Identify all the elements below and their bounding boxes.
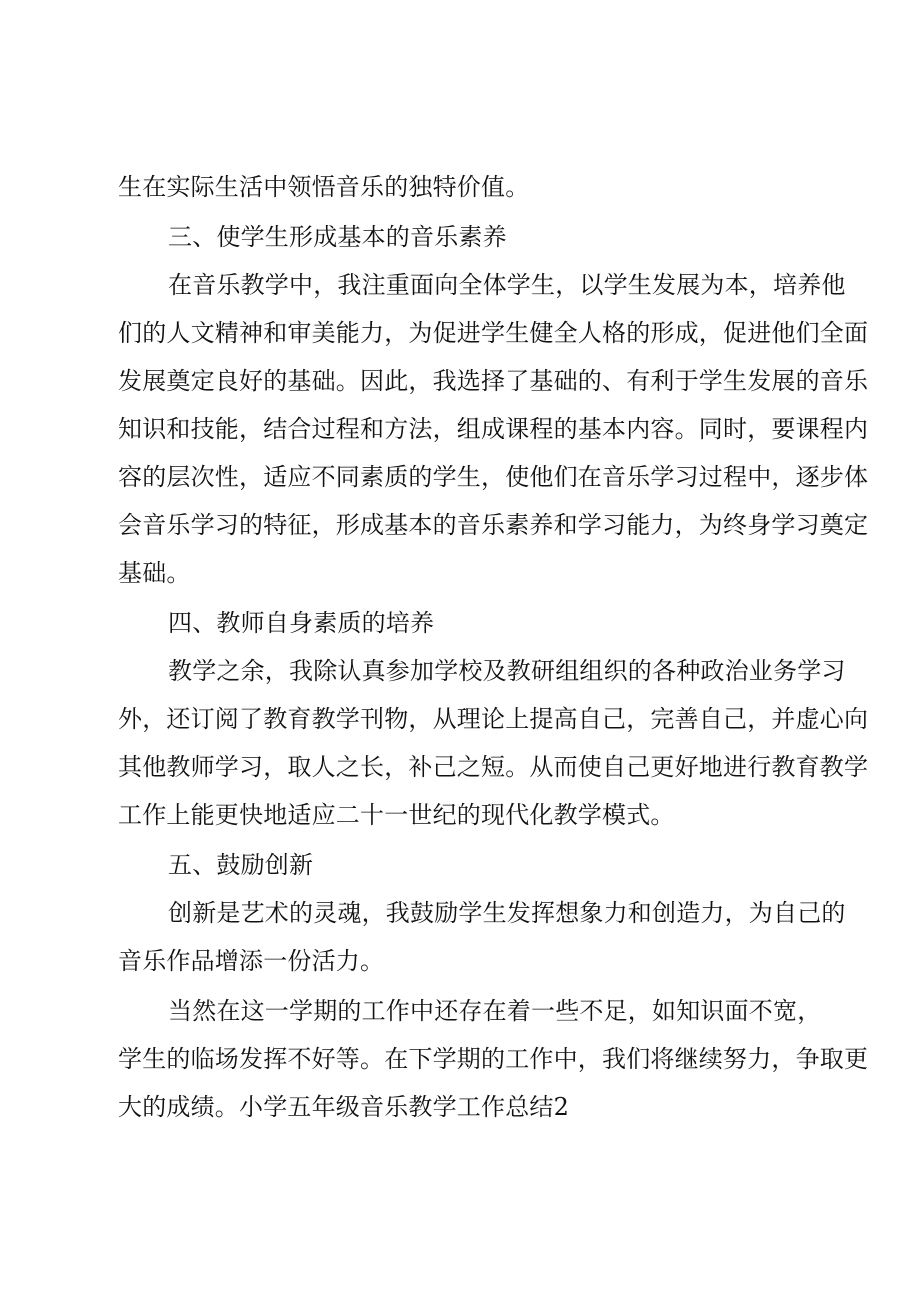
- paragraph-line: 当然在这一学期的工作中还存在着一些不足，如知识面不宽，: [168, 997, 822, 1025]
- paragraph-line: 们的人文精神和审美能力，为促进学生健全人格的形成，促进他们全面: [118, 319, 869, 347]
- paragraph-line: 会音乐学习的特征，形成基本的音乐素养和学习能力，为终身学习奠定: [118, 511, 869, 539]
- paragraph-line: 生在实际生活中领悟音乐的独特价值。: [118, 173, 530, 201]
- paragraph-line: 工作上能更快地适应二十一世纪的现代化教学模式。: [118, 801, 675, 829]
- section-heading-4: 四、教师自身素质的培养: [168, 609, 435, 637]
- paragraph-line: 基础。: [118, 559, 191, 587]
- section-heading-5: 五、鼓励创新: [168, 851, 314, 879]
- section-heading-3: 三、使学生形成基本的音乐素养: [168, 223, 507, 251]
- paragraph-line: 大的成绩。小学五年级音乐教学工作总结2: [118, 1093, 570, 1121]
- paragraph-line: 知识和技能，结合过程和方法，组成课程的基本内容。同时，要课程内: [118, 415, 869, 443]
- paragraph-line: 在音乐教学中，我注重面向全体学生，以学生发展为本，培养他: [168, 271, 846, 299]
- paragraph-line: 创新是艺术的灵魂，我鼓励学生发挥想象力和创造力，为自己的: [168, 899, 846, 927]
- paragraph-line: 外，还订阅了教育教学刊物，从理论上提高自己，完善自己，并虚心向: [118, 705, 869, 733]
- paragraph-line: 学生的临场发挥不好等。在下学期的工作中，我们将继续努力，争取更: [118, 1045, 869, 1073]
- paragraph-line: 其他教师学习，取人之长，补己之短。从而使自己更好地进行教育教学: [118, 753, 869, 781]
- paragraph-line: 教学之余，我除认真参加学校及教研组组织的各种政治业务学习: [168, 657, 846, 685]
- paragraph-line: 容的层次性，适应不同素质的学生，使他们在音乐学习过程中，逐步体: [118, 463, 869, 491]
- paragraph-line: 发展奠定良好的基础。因此，我选择了基础的、有利于学生发展的音乐: [118, 367, 869, 395]
- paragraph-line: 音乐作品增添一份活力。: [118, 947, 385, 975]
